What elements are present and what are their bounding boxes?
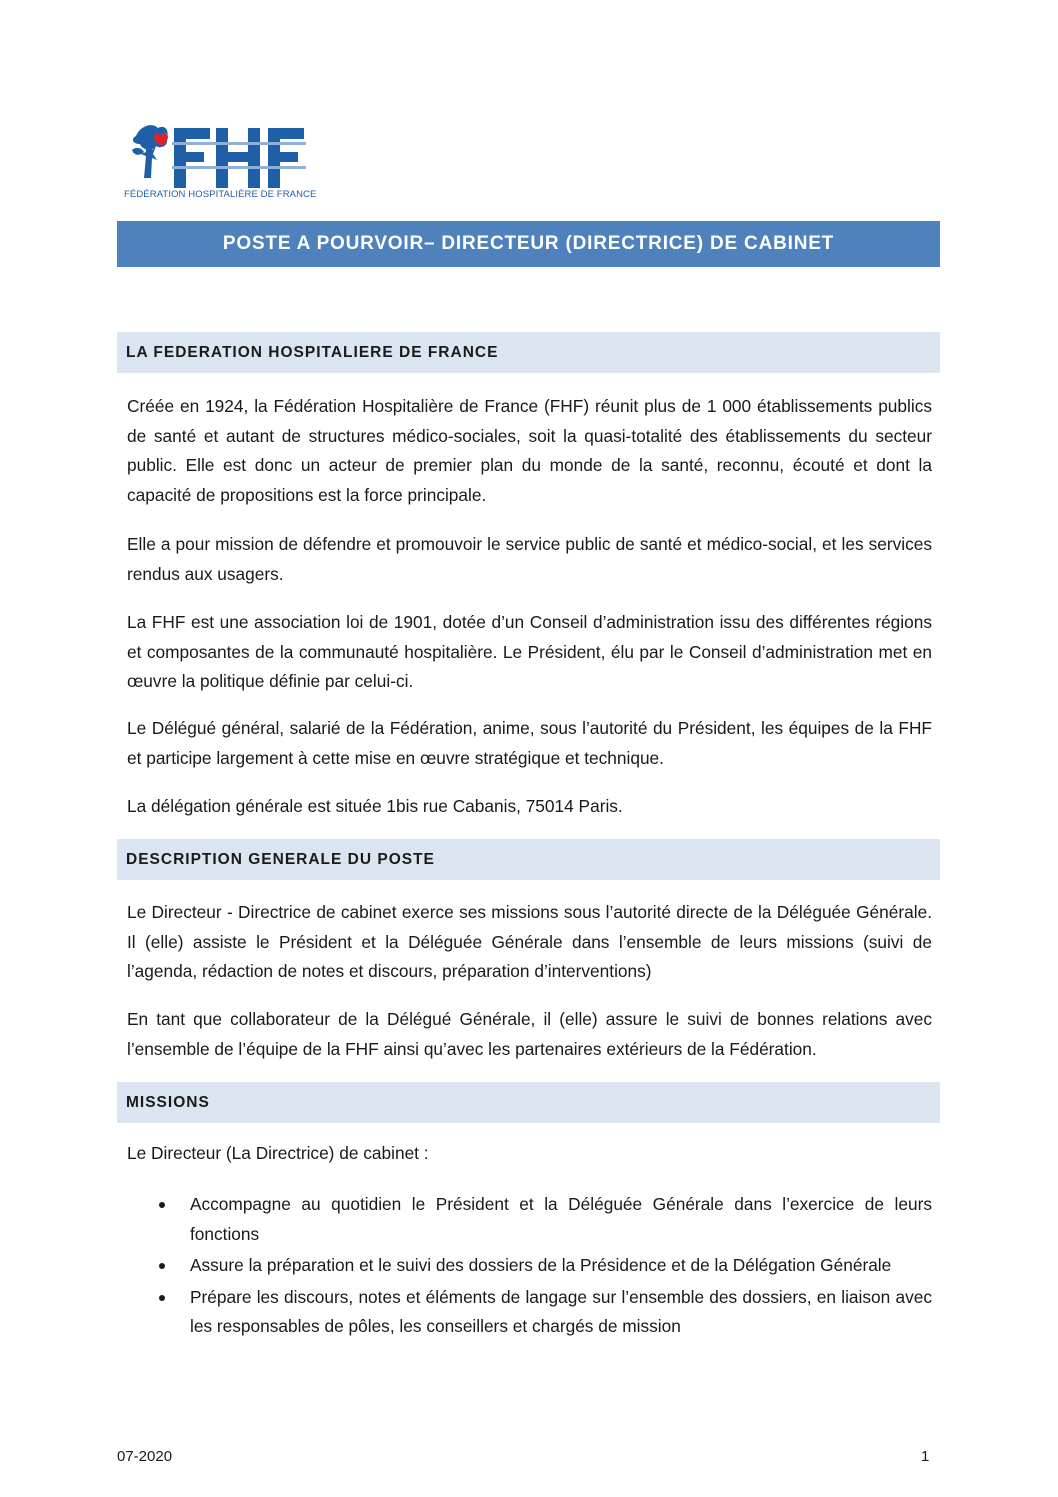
missions-list — [127, 1190, 932, 1344]
paragraph-description-1: Le Directeur - Directrice de cabinet exerce ses missions sous l’autorité directe de la Déléguée Générale. Il (elle) assiste le Président et la Déléguée Générale dans l’ensemble de leurs missions (suivi de l’agenda, rédaction de notes et discours, préparation d’interventions) — [127, 902, 932, 981]
tree-icon — [132, 125, 168, 178]
paragraph-federation-2: Elle a pour mission de défendre et promouvoir le service public de santé et médico-social, et les services rendus aux usagers. — [127, 534, 932, 584]
list-item — [127, 1251, 932, 1281]
page-number: 1 — [921, 1448, 930, 1465]
page-title: POSTE A POURVOIR– DIRECTEUR (DIRECTRICE) DE CABINET — [117, 221, 940, 267]
list-item — [127, 1190, 932, 1249]
list-item — [127, 1283, 932, 1342]
bullet-icon — [159, 1202, 165, 1208]
footer-date: 07-2020 — [117, 1448, 173, 1465]
bullet-icon — [159, 1263, 165, 1269]
section-heading-federation: LA FEDERATION HOSPITALIERE DE FRANCE — [117, 332, 940, 373]
section-heading-description: DESCRIPTION GENERALE DU POSTE — [117, 839, 940, 880]
fhf-letters — [172, 128, 306, 188]
paragraph-federation-4: Le Délégué général, salarié de la Fédération, anime, sous l’autorité du Président, les équipes de la FHF et participe largement à cette mise en œuvre stratégique et technique. — [127, 718, 932, 768]
logo-tagline: FÉDÉRATION HOSPITALIÈRE DE FRANCE — [124, 189, 317, 200]
paragraph-federation-3: La FHF est une association loi de 1901, dotée d’un Conseil d’administration issu des différentes régions et composantes de la communauté hospitalière. Le Président, élu par le Conseil d’administration met en œuvre la politique définie par celui-ci. — [127, 612, 932, 691]
paragraph-federation-5: La délégation générale est située 1bis rue Cabanis, 75014 Paris. — [127, 796, 623, 816]
bullet-icon — [159, 1295, 165, 1301]
list-item-text: Accompagne au quotidien le Président et la Déléguée Générale dans l’exercice de leurs fonctions — [190, 1194, 932, 1244]
missions-intro: Le Directeur (La Directrice) de cabinet : — [127, 1143, 429, 1163]
list-item-text: Assure la préparation et le suivi des dossiers de la Présidence et de la Délégation Générale — [190, 1255, 892, 1275]
section-heading-missions: MISSIONS — [117, 1082, 940, 1123]
list-item-text: Prépare les discours, notes et éléments de langage sur l’ensemble des dossiers, en liaison avec les responsables de pôles, les conseillers et chargés de mission — [190, 1286, 932, 1336]
paragraph-description-2: En tant que collaborateur de la Délégué Générale, il (elle) assure le suivi de bonnes relations avec l’ensemble de l’équipe de la FHF ainsi qu’avec les partenaires extérieurs de la Fédération. — [127, 1009, 932, 1059]
paragraph-federation-1: Créée en 1924, la Fédération Hospitalière de France (FHF) réunit plus de 1 000 établissements publics de santé et autant de structures médico-sociales, soit la quasi-totalité des établissements du secteur public. Elle est donc un acteur de premier plan du monde de la santé, reconnu, écouté et dont la capacité de propositions est la force principale. — [127, 396, 932, 505]
